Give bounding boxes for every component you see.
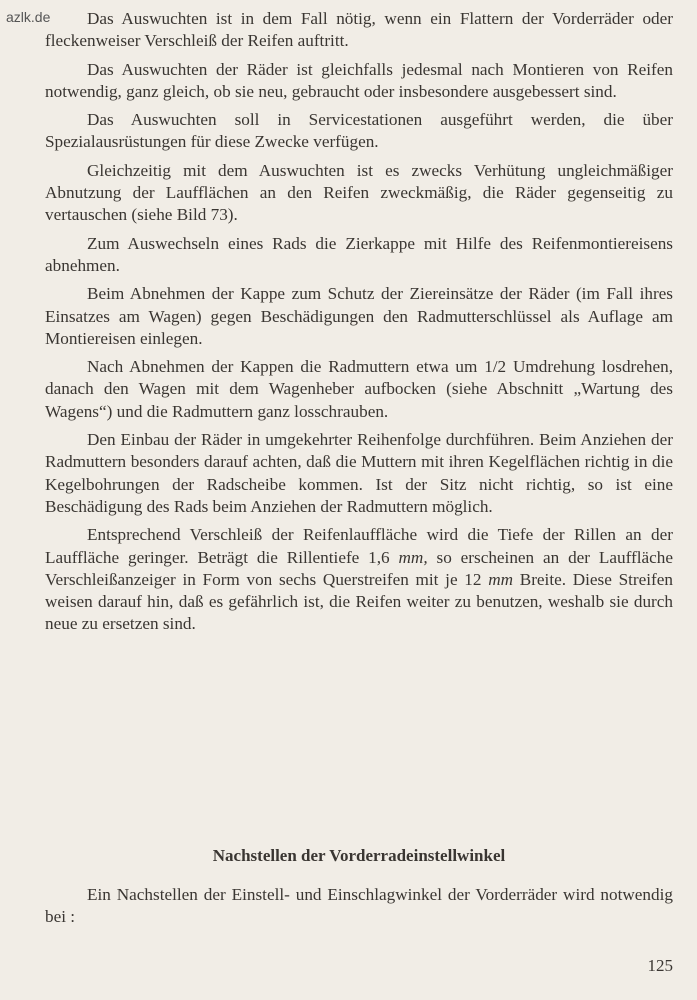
- site-watermark: azlk.de: [6, 9, 51, 25]
- paragraph-tread-wear: [45, 524, 673, 635]
- tread-wear-text-3: Breite. Diese Streifen weisen darauf hin, daß es gefährlich ist, die Reifen weiter zu benutzen, weshalb sie durch neue zu ersetzen sind.: [45, 569, 673, 634]
- paragraph-wheel-nuts: Nach Abnehmen der Kappen die Radmuttern etwa um 1/2 Umdrehung losdrehen, danach den Wagen mit dem Wagenheber aufbocken (siehe Abschnitt „Wartung des Wagens“) und die Radmuttern ganz losschrauben.: [45, 357, 673, 421]
- paragraph-balancing-need: Das Auswuchten ist in dem Fall nötig, wenn ein Flattern der Vorderräder oder fleckenweiser Verschleiß der Reifen auftritt.: [45, 9, 673, 51]
- section-intro: [45, 884, 673, 935]
- unit-mm-2: mm: [488, 569, 514, 589]
- section-heading: Nachstellen der Vorderradeinstellwinkel: [212, 846, 506, 865]
- paragraph-wheel-rotation: Gleichzeitig mit dem Auswuchten ist es zwecks Verhütung ungleichmäßiger Abnutzung der Laufflächen an den Reifen zweckmäßig, die Räder gegenseitig zu vertauschen (siehe Bild 73).: [45, 160, 673, 225]
- tread-wear-text-1: Entsprechend Verschleiß der Reifenlauffläche wird die Tiefe der Rillen an der Lauffläche geringer. Beträgt die Rillentiefe 1,6: [45, 525, 673, 567]
- page-number: 125: [647, 956, 673, 975]
- paragraph-service-stations: Das Auswuchten soll in Servicestationen ausgeführt werden, die über Spezialausrüstungen für diese Zwecke verfügen.: [45, 110, 673, 152]
- body-text: [45, 8, 673, 642]
- paragraph-balancing-mounting: Das Auswuchten der Räder ist gleichfalls jedesmal nach Montieren von Reifen notwendig, ganz gleich, ob sie neu, gebraucht oder insbesondere ausgebessert sind.: [45, 59, 673, 101]
- paragraph-alignment-intro: Ein Nachstellen der Einstell- und Einschlagwinkel der Vorderräder wird notwendig bei :: [45, 885, 673, 927]
- paragraph-hubcap-removal: Zum Auswechseln eines Rads die Zierkappe mit Hilfe des Reifenmontiereisens abnehmen.: [45, 233, 673, 275]
- paragraph-wheel-install: Den Einbau der Räder in umgekehrter Reihenfolge durchführen. Beim Anziehen der Radmuttern besonders darauf achten, daß die Muttern mit ihren Kegelflächen richtig in die Kegelbohrungen der Radscheibe kommen. Ist der Sitz nicht richtig, so ist eine Beschädigung des Rads beim Anziehen der Radmuttern möglich.: [45, 430, 673, 516]
- paragraph-hubcap-protection: Beim Abnehmen der Kappe zum Schutz der Ziereinsätze der Räder (im Fall ihres Einsatzes am Wagen) gegen Beschädigungen den Radmutterschlüssel als Auflage am Montiereisen einlegen.: [45, 284, 673, 348]
- tread-wear-text-2: so erscheinen an der Lauffläche Verschleißanzeiger in Form von sechs Querstreifen mit je 12: [45, 547, 673, 589]
- unit-mm-1: mm,: [398, 547, 428, 567]
